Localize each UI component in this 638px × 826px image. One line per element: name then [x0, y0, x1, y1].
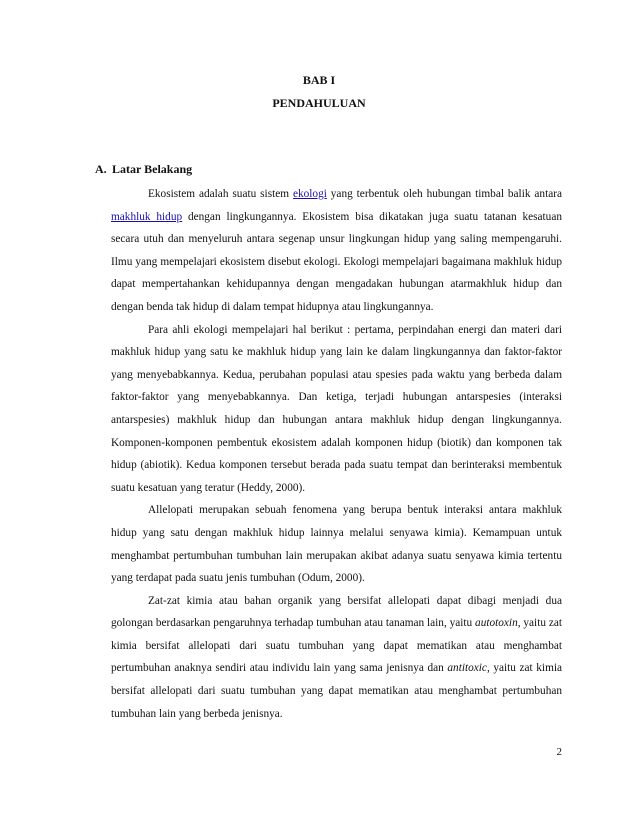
term-antitoxic: antitoxic — [447, 662, 487, 675]
paragraph-4 — [111, 590, 562, 726]
page-number: 2 — [556, 746, 562, 758]
section-letter: A. — [95, 162, 107, 176]
chapter-title: PENDAHULUAN — [272, 96, 366, 110]
paragraph-4-text-c: , yaitu zat kimia bersifat allelopati dari suatu tumbuhan yang dapat mematikan atau menghambat pertumbuhan tumbuhan lain yang berbeda jenisnya. — [111, 662, 563, 720]
section-heading — [95, 162, 192, 177]
paragraph-4-text-a: Zat-zat kimia atau bahan organik yang bersifat allelopati dapat dibagi menjadi dua golongan berdasarkan pengaruhnya terhadap tumbuhan atau tanaman lain, yaitu — [111, 594, 562, 630]
body-text — [111, 183, 562, 725]
paragraph-3: Allelopati merupakan sebuah fenomena yang berupa bentuk interaksi antara makhluk hidup yang satu dengan makhluk hidup lainnya melalui senyawa kimia). Kemampuan untuk menghambat pertumbuhan tumbuhan lain merupakan akibat adanya suatu senyawa kimia tertentu yang terdapat pada suatu jenis tumbuhan (Odum, 2000). — [111, 504, 562, 585]
link-makhluk-hidup[interactable]: makhluk hidup — [111, 210, 183, 223]
paragraph-1-text-a: Ekosistem adalah suatu sistem — [148, 188, 293, 200]
chapter-number: BAB I — [302, 73, 336, 87]
section-title: Latar Belakang — [112, 162, 193, 176]
paragraph-1 — [111, 183, 562, 319]
paragraph-1-text-b: yang terbentuk oleh hubungan timbal balik antara — [326, 188, 562, 200]
term-autotoxin: autotoxin, — [475, 617, 521, 630]
paragraph-1-text-c: dengan lingkungannya. Ekosistem bisa dikatakan juga suatu tatanan kesatuan secara utuh dan menyeluruh antara segenap unsur lingkungan hidup yang saling mempengaruhi. Ilmu yang mempelajari ekosistem disebut ekologi. Ekologi mempelajari bagaimana makhluk hidup dapat mempertahankan kehidupannya dengan mengadakan hubungan atarmakhluk hidup dan dengan benda tak hidup di dalam tempat hidupnya atau lingkungannya. — [111, 210, 562, 313]
paragraph-4-text-b: yaitu zat kimia bersifat allelopati dari suatu tumbuhan yang dapat mematikan atau menghambat pertumbuhan anaknya sendiri atau individu lain yang sama jenisnya dan — [111, 617, 562, 675]
link-ekologi[interactable]: ekologi — [292, 188, 327, 200]
paragraph-2: Para ahli ekologi mempelajari hal berikut : pertama, perpindahan energi dan materi dari makhluk hidup yang satu ke makhluk hidup yang lain ke dalam lingkungannya dan faktor-faktor yang menyebabkannya. Kedua, perubahan populasi atau spesies pada waktu yang berbeda dalam faktor-faktor yang menyebabkannya. Dan ketiga, terjadi hubungan antarspesies (interaksi antarspesies) makhluk hidup dan hubungan antara makhluk hidup dengan lingkungannya. Komponen-komponen pembentuk ekosistem adalah komponen hidup (biotik) dan komponen tak hidup (abiotik). Kedua komponen tersebut berada pada suatu tempat dan berinteraksi membentuk suatu kesatuan yang teratur (Heddy, 2000). — [111, 323, 562, 494]
